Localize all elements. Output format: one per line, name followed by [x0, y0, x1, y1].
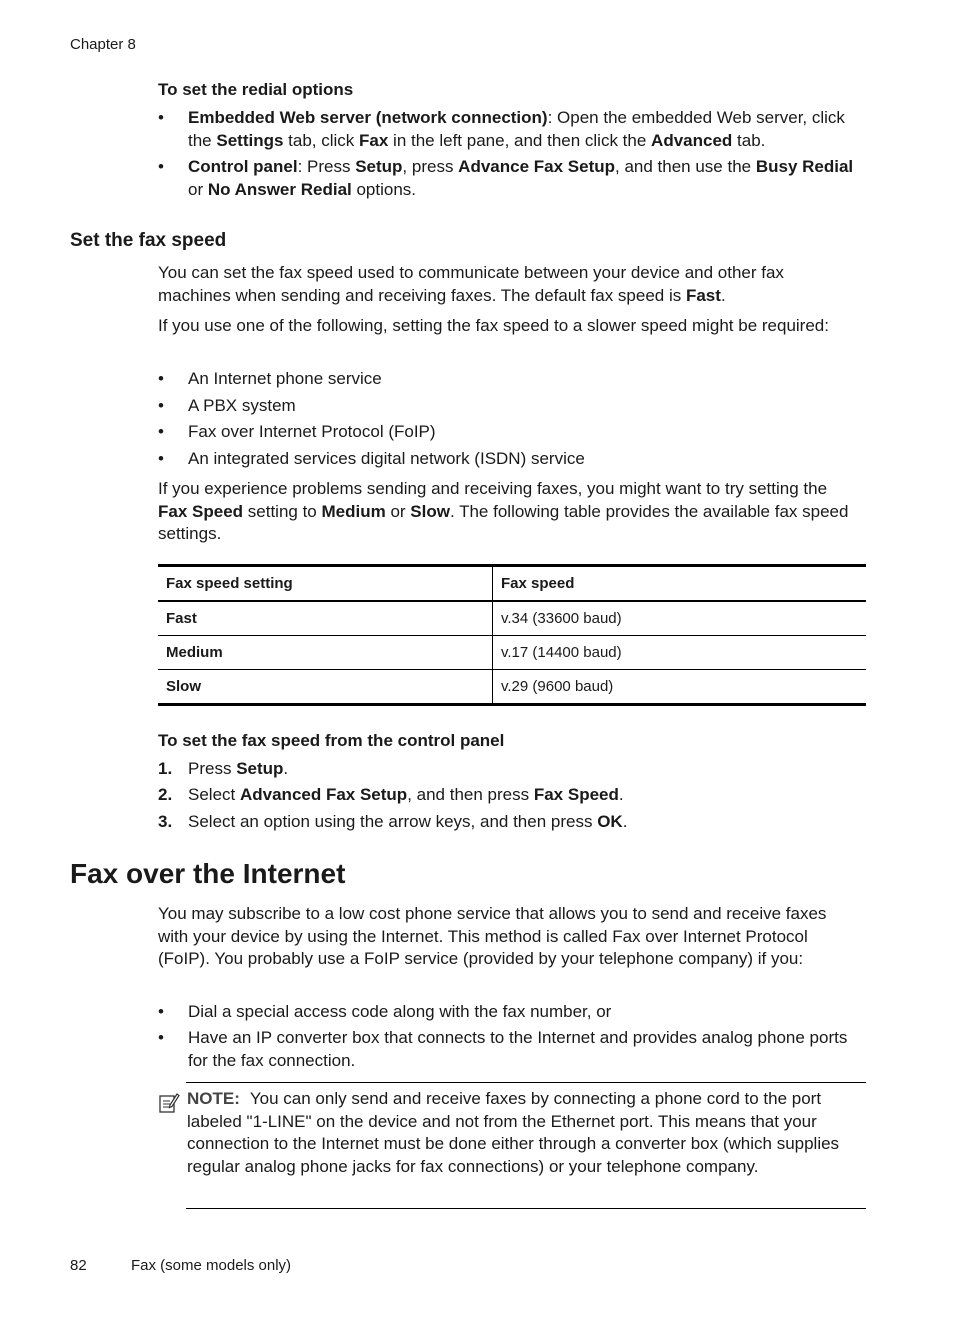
table-cell: Medium [158, 636, 493, 670]
list-item [158, 421, 868, 444]
foip-intro: You may subscribe to a low cost phone service that allows you to send and receive faxes with your device by using the Internet. This method is called Fax over Internet Protocol (FoIP). You probably use a FoIP service (provided by your telephone company) if you: [158, 904, 827, 968]
section-heading-fax-speed: Set the fax speed [70, 230, 227, 251]
table-row [158, 670, 866, 705]
table-cell: v.17 (14400 baud) [501, 644, 622, 661]
section-heading-fax-over-internet: Fax over the Internet [70, 858, 346, 889]
note-label: NOTE: [187, 1089, 240, 1108]
list-item-text: An integrated services digital network (ISDN) service [188, 449, 585, 468]
redial-bullet-ews [158, 107, 868, 152]
table-row [158, 601, 866, 636]
list-item [158, 368, 868, 391]
note-rule-top [186, 1082, 866, 1083]
step-number: 3. [158, 812, 173, 831]
note-text: You can only send and receive faxes by connecting a phone cord to the port labeled "1-LINE" on the device and not from the Ethernet port. This means that your connection to the Internet must be done either through a converter box (which supplies regular analog phone jacks for fax connections) or your telephone company. [187, 1089, 840, 1176]
list-item [158, 448, 868, 471]
fax-speed-intro: You can set the fax speed used to communicate between your device and other fax machines when sending and receiving faxes. The default fax speed is Fast. [158, 263, 784, 305]
redial-bullet-text: Control panel: Press Setup, press Advance Fax Setup, and then use the Busy Redial or No Answer Redial options. [188, 157, 854, 199]
bullet-mark: • [158, 396, 164, 415]
step-text: Select an option using the arrow keys, and then press OK. [188, 812, 628, 831]
column-header: Fax speed [501, 575, 575, 592]
fax-speed-procedure-title: To set the fax speed from the control panel [158, 731, 505, 750]
list-item [158, 1027, 868, 1072]
fax-speed-table [158, 564, 866, 706]
procedure-step [158, 784, 868, 807]
redial-bullet-text: Embedded Web server (network connection): Open the embedded Web server, click the Settings tab, click Fax in the left pane, and then click the Advanced tab. [188, 108, 845, 150]
column-header: Fax speed setting [158, 566, 493, 602]
redial-procedure-title: To set the redial options [158, 80, 354, 99]
table-cell: v.29 (9600 baud) [501, 678, 614, 695]
list-item-text: A PBX system [188, 396, 296, 415]
bullet-mark: • [158, 157, 164, 176]
fax-speed-slower-note: If you use one of the following, setting the fax speed to a slower speed might be required: [158, 316, 829, 335]
table-row [158, 636, 866, 670]
bullet-mark: • [158, 422, 164, 441]
note-block [187, 1088, 859, 1178]
bullet-mark: • [158, 1028, 164, 1047]
footer-section: Fax (some models only) [131, 1257, 292, 1274]
step-number: 1. [158, 759, 173, 778]
step-text: Select Advanced Fax Setup, and then press Fax Speed. [188, 785, 624, 804]
table-cell: v.34 (33600 baud) [501, 610, 622, 627]
table-cell: Fast [158, 601, 493, 636]
procedure-step [158, 758, 868, 781]
chapter-label: Chapter 8 [70, 36, 136, 53]
page-number: 82 [70, 1257, 87, 1274]
bullet-mark: • [158, 369, 164, 388]
list-item-text: Have an IP converter box that connects to the Internet and provides analog phone ports for the fax connection. [188, 1028, 848, 1070]
list-item-text: An Internet phone service [188, 369, 382, 388]
bullet-mark: • [158, 108, 164, 127]
note-pencil-icon [158, 1092, 180, 1114]
table-cell: Slow [158, 670, 493, 705]
list-item [158, 1001, 868, 1024]
note-rule-bottom [186, 1208, 866, 1209]
fax-speed-problems: If you experience problems sending and receiving faxes, you might want to try setting the Fax Speed setting to Medium or Slow. The following table provides the available fax speed settings. [158, 479, 849, 543]
procedure-step [158, 811, 868, 834]
step-text: Press Setup. [188, 759, 289, 778]
list-item-text: Fax over Internet Protocol (FoIP) [188, 422, 436, 441]
table-header-row [158, 566, 866, 602]
list-item-text: Dial a special access code along with the fax number, or [188, 1002, 612, 1021]
redial-bullet-control-panel [158, 156, 868, 201]
list-item [158, 395, 868, 418]
bullet-mark: • [158, 449, 164, 468]
step-number: 2. [158, 785, 173, 804]
bullet-mark: • [158, 1002, 164, 1021]
